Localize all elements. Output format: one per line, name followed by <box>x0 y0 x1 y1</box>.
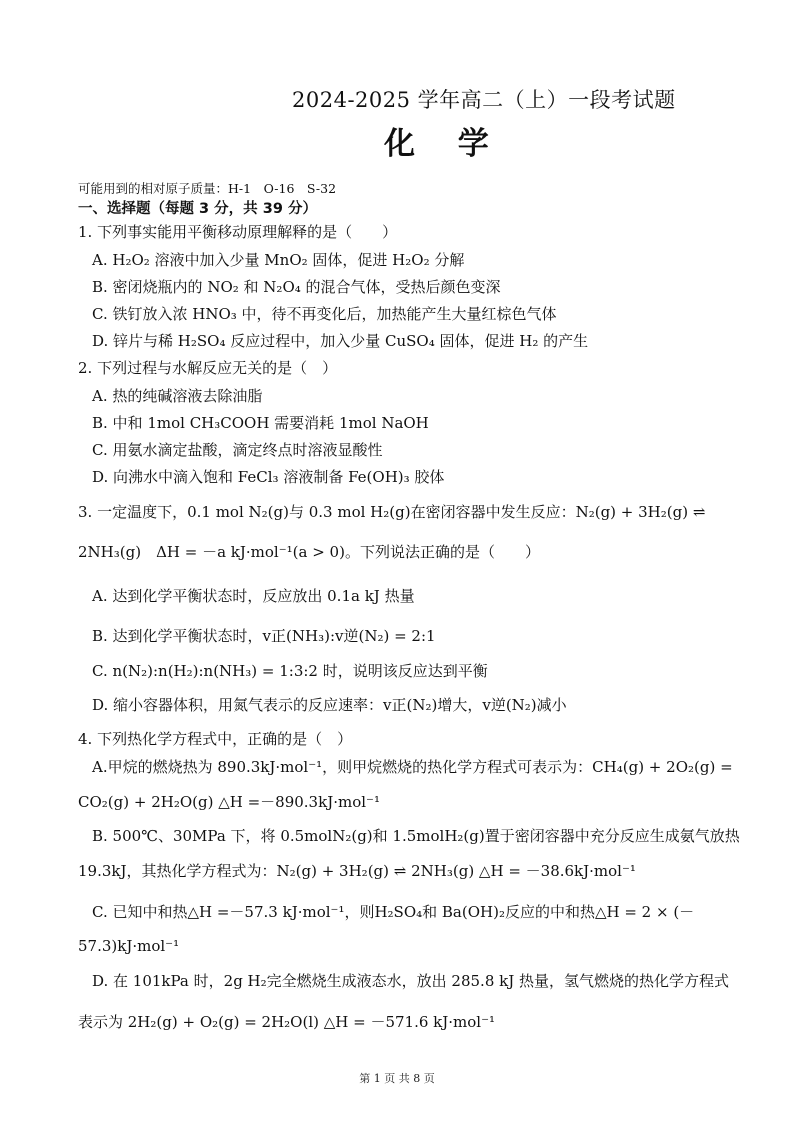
question-4-option-b-line-2: 19.3kJ，其热化学方程式为：N₂(g) + 3H₂(g) ⇌ 2NH₃(g) △H = －38.6kJ·mol⁻¹ <box>78 862 636 880</box>
subject-title: 化 学 <box>384 126 505 162</box>
question-1-option-c: C. 铁钉放入浓 HNO₃ 中，待不再变化后，加热能产生大量红棕色气体 <box>92 305 557 323</box>
question-3-option-a: A. 达到化学平衡状态时，反应放出 0.1a kJ 热量 <box>92 587 415 605</box>
question-1-option-d: D. 锌片与稀 H₂SO₄ 反应过程中，加入少量 CuSO₄ 固体，促进 H₂ 的产生 <box>92 332 589 350</box>
question-4-option-b-line-1: B. 500℃、30MPa 下，将 0.5molN₂(g)和 1.5molH₂(g)置于密闭容器中充分反应生成氨气放热 <box>92 827 740 845</box>
question-2-option-d: D. 向沸水中滴入饱和 FeCl₃ 溶液制备 Fe(OH)₃ 胶体 <box>92 468 445 486</box>
question-4-stem: 4. 下列热化学方程式中，正确的是（ ） <box>78 730 353 748</box>
exam-title: 2024-2025 学年高二（上）一段考试题 <box>292 88 676 112</box>
question-1-option-a: A. H₂O₂ 溶液中加入少量 MnO₂ 固体，促进 H₂O₂ 分解 <box>92 251 465 269</box>
question-4-option-c-line-2: 57.3)kJ·mol⁻¹ <box>78 937 180 955</box>
question-3-stem-line-1: 3. 一定温度下，0.1 mol N₂(g)与 0.3 mol H₂(g)在密闭容器中发生反应：N₂(g) + 3H₂(g) ⇌ <box>78 503 706 521</box>
question-4-option-d-line-1: D. 在 101kPa 时，2g H₂完全燃烧生成液态水，放出 285.8 kJ 热量，氢气燃烧的热化学方程式 <box>92 972 730 990</box>
question-3-option-b: B. 达到化学平衡状态时，v正(NH₃):v逆(N₂) = 2:1 <box>92 627 436 645</box>
section-heading: 一、选择题（每题 3 分，共 39 分） <box>78 201 317 217</box>
question-3-stem-line-2: 2NH₃(g) ΔH = －a kJ·mol⁻¹(a > 0)。下列说法正确的是（ ） <box>78 543 540 561</box>
question-3-option-c: C. n(N₂):n(H₂):n(NH₃) = 1:3:2 时，说明该反应达到平衡 <box>92 662 488 680</box>
question-2-option-a: A. 热的纯碱溶液去除油脂 <box>92 387 263 405</box>
question-2-stem: 2. 下列过程与水解反应无关的是（ ） <box>78 359 338 377</box>
question-4-option-d-line-2: 表示为 2H₂(g) + O₂(g) = 2H₂O(l) △H = －571.6 kJ·mol⁻¹ <box>78 1013 496 1031</box>
page-indicator: 第 1 页 共 8 页 <box>359 1072 435 1085</box>
question-4-option-a-line-2: CO₂(g) + 2H₂O(g) △H =－890.3kJ·mol⁻¹ <box>78 793 380 811</box>
question-2-option-c: C. 用氨水滴定盐酸，滴定终点时溶液显酸性 <box>92 441 383 459</box>
question-2-option-b: B. 中和 1mol CH₃COOH 需要消耗 1mol NaOH <box>92 414 429 432</box>
question-3-option-d: D. 缩小容器体积，用氮气表示的反应速率：v正(N₂)增大，v逆(N₂)减小 <box>92 696 567 714</box>
question-4-option-c-line-1: C. 已知中和热△H =－57.3 kJ·mol⁻¹，则H₂SO₄和 Ba(OH)₂反应的中和热△H = 2 × (－ <box>92 903 695 921</box>
atomic-mass-note: 可能用到的相对原子质量：H-1 O-16 S-32 <box>78 181 337 196</box>
question-4-option-a-line-1: A.甲烷的燃烧热为 890.3kJ·mol⁻¹，则甲烷燃烧的热化学方程式可表示为：CH₄(g) + 2O₂(g) = <box>92 758 733 776</box>
question-1-option-b: B. 密闭烧瓶内的 NO₂ 和 N₂O₄ 的混合气体，受热后颜色变深 <box>92 278 501 296</box>
question-1-stem: 1. 下列事实能用平衡移动原理解释的是（ ） <box>78 223 398 241</box>
